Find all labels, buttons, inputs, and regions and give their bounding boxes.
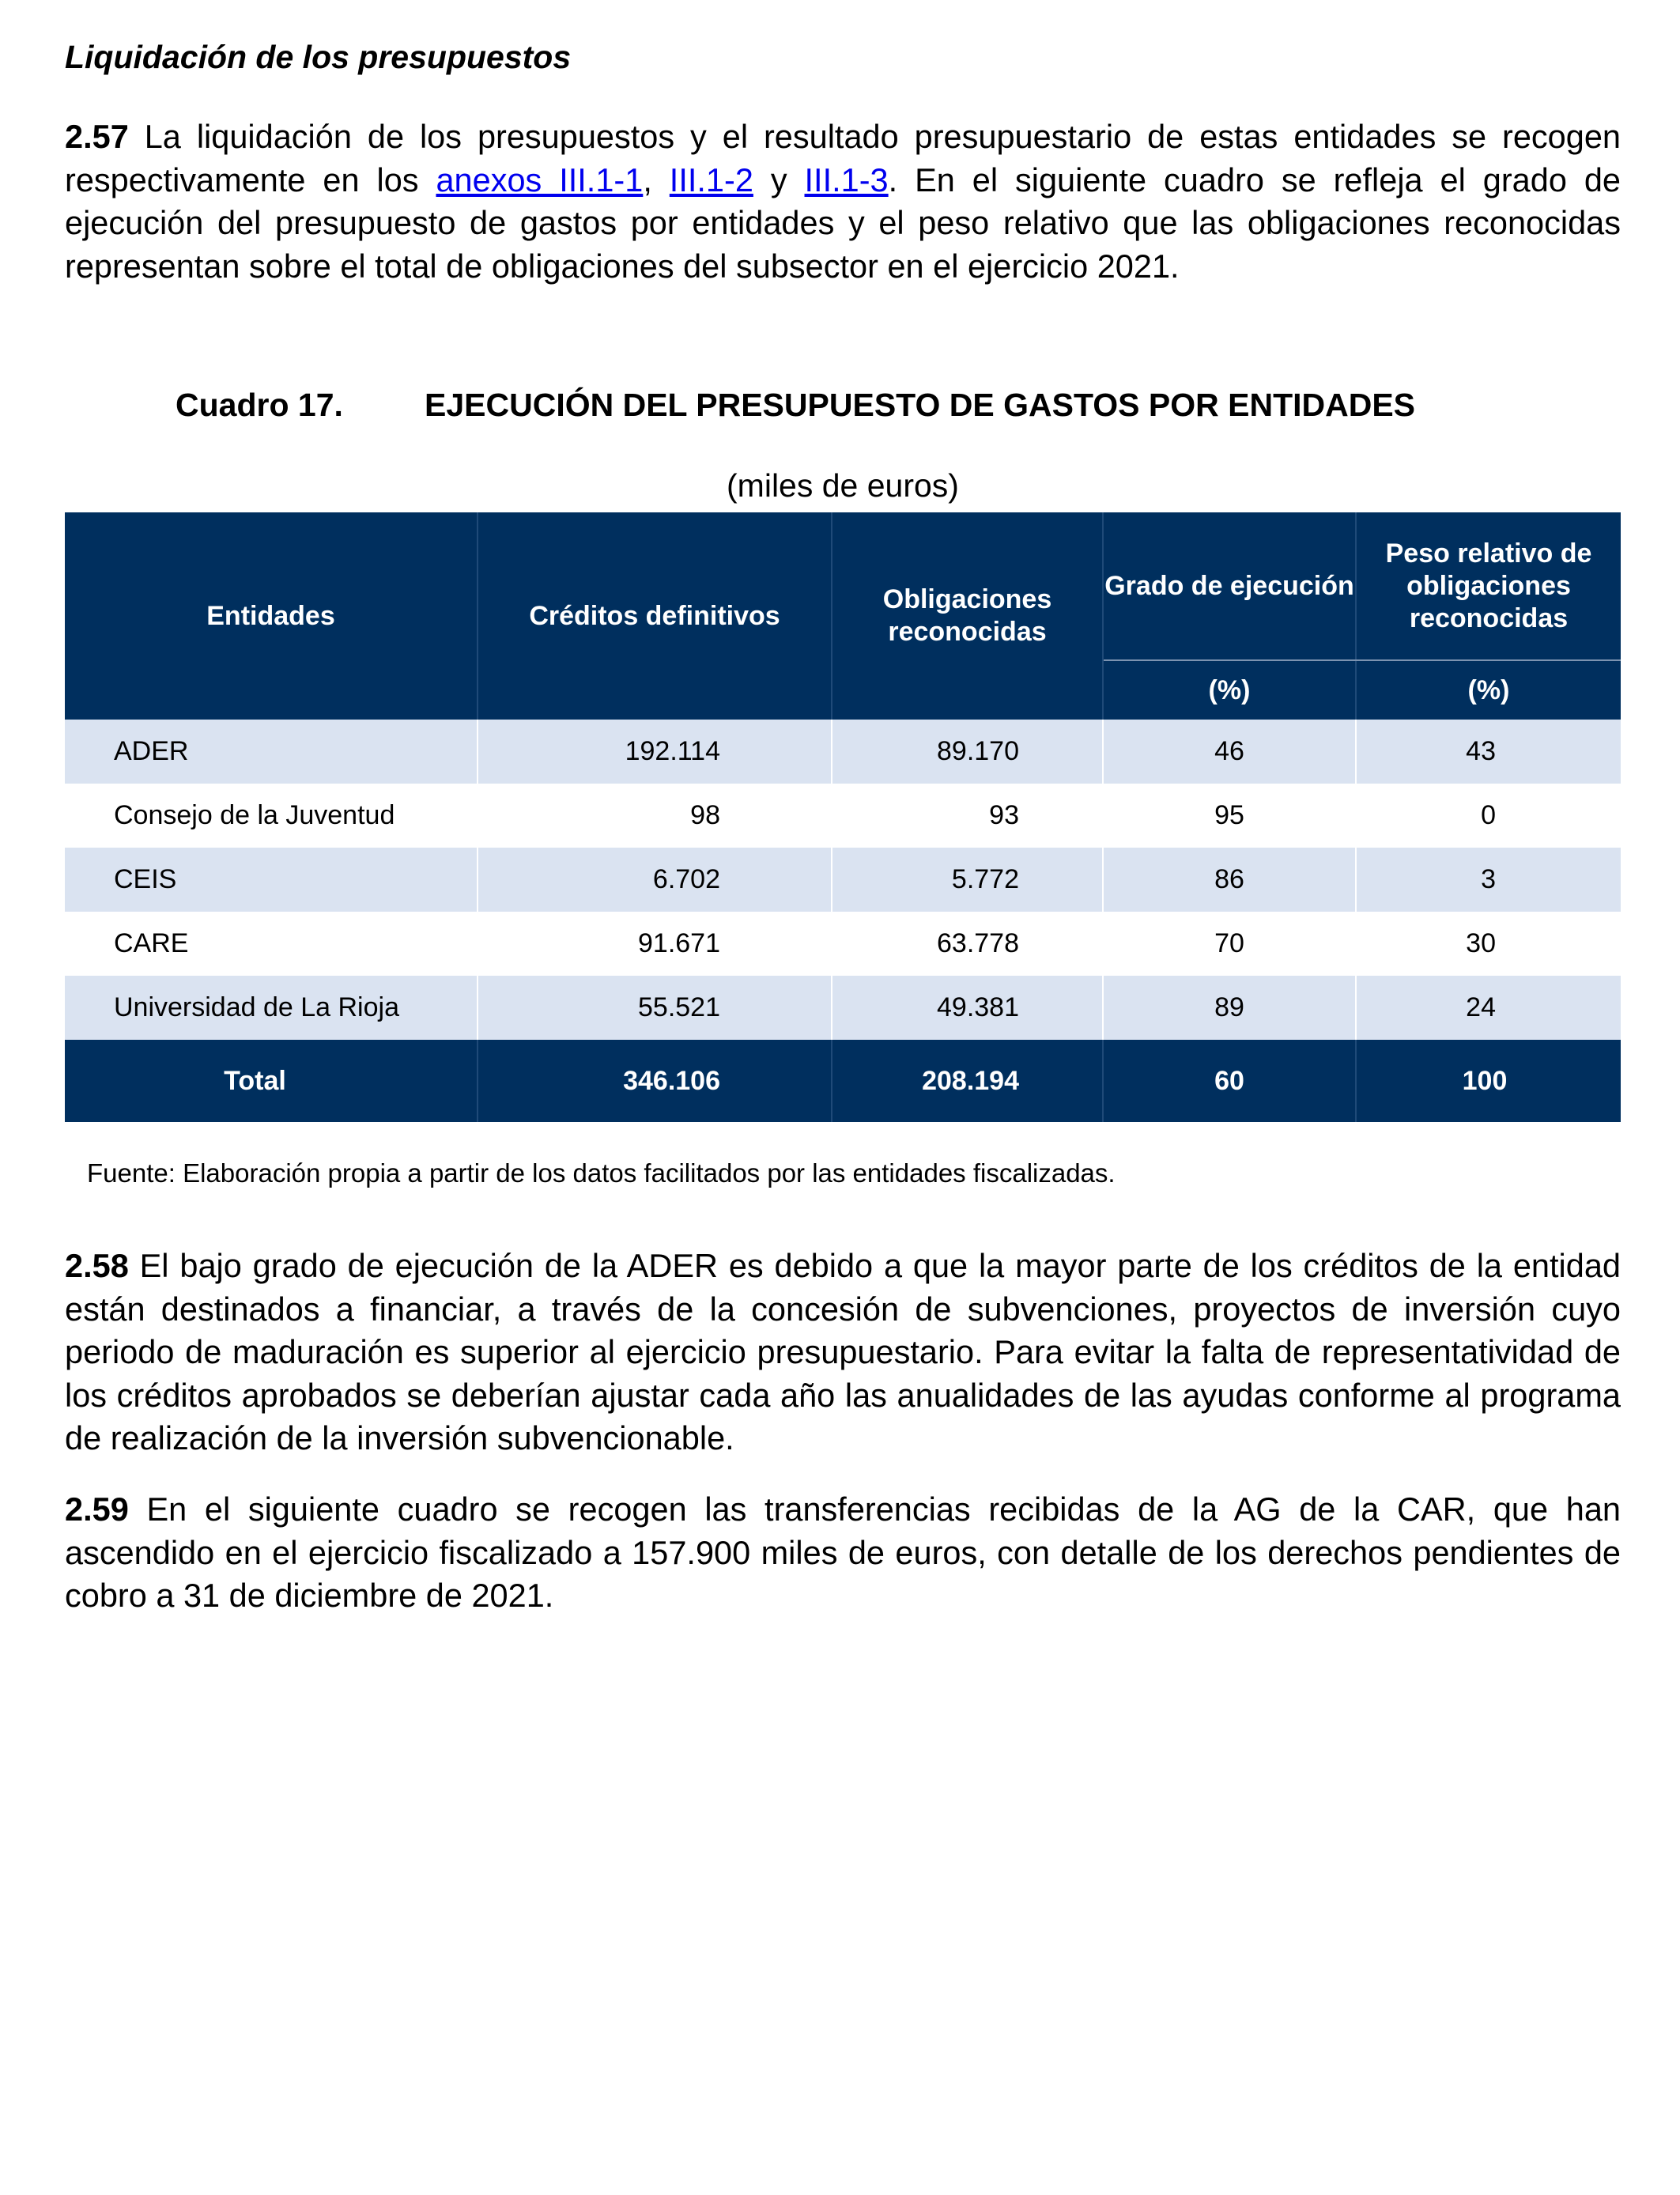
cell-grado: 70	[1103, 912, 1356, 976]
cell-creditos: 192.114	[478, 720, 832, 784]
paragraph-number: 2.57	[65, 118, 129, 155]
paragraph-text: . En el siguiente cuadro se refleja el grado de ejecución del presupuesto de gastos por entidades y el peso relativo que las obligaciones reconocidas representan sobre el total de obligaciones del subsector en el ejercicio 2021.	[65, 161, 1621, 285]
table-row	[65, 848, 1621, 912]
annex-link-1[interactable]: anexos III.1-1	[436, 161, 644, 198]
annex-link-2[interactable]: III.1-2	[669, 161, 753, 198]
total-grado: 60	[1103, 1040, 1356, 1122]
table-row	[65, 912, 1621, 976]
header-grado: Grado de ejecución	[1103, 512, 1356, 660]
cell-entidad: Universidad de La Rioja	[65, 976, 478, 1040]
cell-obligaciones: 89.170	[832, 720, 1103, 784]
budget-execution-table	[65, 512, 1621, 1122]
table-units: (miles de euros)	[727, 467, 959, 504]
cell-peso: 0	[1356, 784, 1621, 848]
cell-peso: 30	[1356, 912, 1621, 976]
total-label: Total	[65, 1040, 478, 1122]
cell-grado: 89	[1103, 976, 1356, 1040]
section-title: Liquidación de los presupuestos	[65, 39, 572, 75]
document-page	[65, 33, 1621, 1614]
cell-entidad: Consejo de la Juventud	[65, 784, 478, 848]
cell-creditos: 98	[478, 784, 832, 848]
cell-creditos: 91.671	[478, 912, 832, 976]
paragraph-text: En el siguiente cuadro se recogen las transferencias recibidas de la AG de la CAR, que han ascendido en el ejercicio fiscalizado a 157.900 miles de euros, con detalle de los derechos pendientes de cobro a 31 de diciembre de 2021.	[65, 1490, 1621, 1614]
table-caption	[176, 381, 1415, 429]
total-creditos: 346.106	[478, 1040, 832, 1122]
header-peso-unit: (%)	[1356, 660, 1621, 720]
table-number: Cuadro 17.	[176, 387, 343, 423]
paragraph-text: La liquidación de los presupuestos y el resultado presupuestario de estas entidades se recogen respectivamente en los	[65, 118, 1621, 198]
separator: ,	[643, 161, 670, 198]
cell-peso: 43	[1356, 720, 1621, 784]
cell-grado: 46	[1103, 720, 1356, 784]
paragraph-2-59	[65, 1488, 1621, 1618]
paragraph-number: 2.59	[65, 1490, 129, 1528]
cell-creditos: 55.521	[478, 976, 832, 1040]
cell-grado: 95	[1103, 784, 1356, 848]
paragraph-number: 2.58	[65, 1247, 129, 1284]
table-row	[65, 976, 1621, 1040]
annex-link-3[interactable]: III.1-3	[804, 161, 889, 198]
paragraph-2-58	[65, 1245, 1621, 1460]
total-peso: 100	[1356, 1040, 1621, 1122]
cell-creditos: 6.702	[478, 848, 832, 912]
cell-peso: 3	[1356, 848, 1621, 912]
table-title: EJECUCIÓN DEL PRESUPUESTO DE GASTOS POR ENTIDADES	[425, 387, 1416, 423]
cell-grado: 86	[1103, 848, 1356, 912]
cell-entidad: CEIS	[65, 848, 478, 912]
header-creditos: Créditos definitivos	[478, 512, 832, 720]
cell-obligaciones: 49.381	[832, 976, 1103, 1040]
header-peso: Peso relativo de obligaciones reconocidas	[1356, 512, 1621, 660]
header-obligaciones: Obligaciones reconocidas	[832, 512, 1103, 720]
cell-peso: 24	[1356, 976, 1621, 1040]
table-row	[65, 784, 1621, 848]
header-entidades: Entidades	[65, 512, 478, 720]
cell-obligaciones: 5.772	[832, 848, 1103, 912]
cell-entidad: ADER	[65, 720, 478, 784]
header-grado-unit: (%)	[1103, 660, 1356, 720]
paragraph-text: El bajo grado de ejecución de la ADER es debido a que la mayor parte de los créditos de la entidad están destinados a financiar, a través de la concesión de subvenciones, proyectos de inversión cuyo periodo de maduración es superior al ejercicio presupuestario. Para evitar la falta de representatividad de los créditos aprobados se deberían ajustar cada año las anualidades de las ayudas conforme al programa de realización de la inversión subvencionable.	[65, 1247, 1621, 1456]
total-obligaciones: 208.194	[832, 1040, 1103, 1122]
cell-entidad: CARE	[65, 912, 478, 976]
cell-obligaciones: 63.778	[832, 912, 1103, 976]
separator: y	[753, 161, 805, 198]
table-source-note: Fuente: Elaboración propia a partir de los datos facilitados por las entidades fiscalizadas.	[87, 1158, 1116, 1188]
paragraph-2-57	[65, 115, 1621, 288]
cell-obligaciones: 93	[832, 784, 1103, 848]
total-row	[65, 1040, 1621, 1122]
table-row	[65, 720, 1621, 784]
